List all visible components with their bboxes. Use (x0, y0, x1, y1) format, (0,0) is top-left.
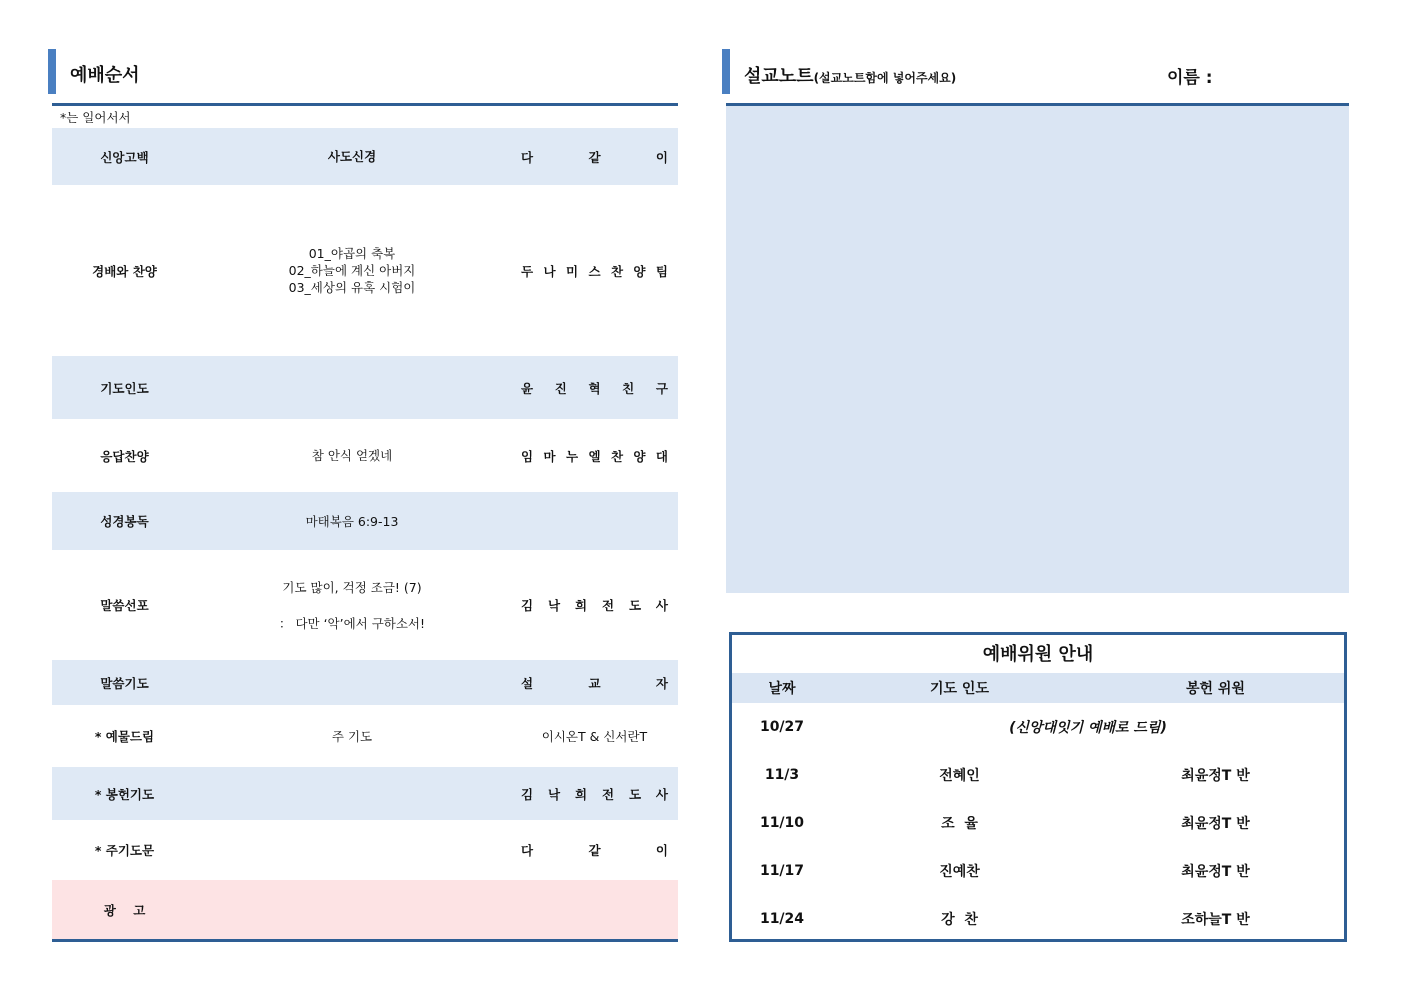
content-line: 03_세상의 유혹 시험이 (288, 280, 416, 295)
leader-char: 대 (655, 448, 668, 464)
standing-note: *는 일어서서 (60, 110, 131, 125)
order-item-leader (507, 447, 678, 465)
sermon-note-label: 설교노트 (744, 66, 814, 87)
right-title-accent-bar (722, 49, 730, 94)
order-row (52, 356, 678, 419)
worship-staff-announcement (729, 632, 1347, 942)
order-item-leader (507, 785, 678, 803)
announcement-title: 예배위원 안내 (732, 635, 1344, 674)
row-date: 11/10 (759, 815, 805, 831)
header-offering: 봉헌 위원 (1186, 681, 1245, 697)
name-label: 이름 : (1167, 68, 1213, 88)
leader-char: 윤 (521, 380, 534, 396)
order-item-content (197, 148, 507, 165)
leader-char: 엘 (588, 448, 601, 464)
leader-char: 누 (565, 448, 579, 464)
leader-char: 사 (655, 598, 668, 613)
row-merged-note: (신앙대잇기 예배로 드림) (1009, 720, 1167, 736)
content-line: 02_하늘에 계신 아버지 (288, 263, 416, 278)
row-date: 11/3 (764, 767, 800, 783)
order-row (52, 767, 678, 820)
order-item-content (197, 728, 507, 745)
order-item-name: 말씀선포 (100, 598, 149, 613)
leader-char: 희 (574, 786, 588, 802)
announcement-row (732, 897, 1344, 941)
order-item-leader (507, 841, 678, 859)
order-row (52, 550, 678, 660)
left-title-rule (52, 103, 678, 106)
announcement-row (732, 801, 1344, 845)
row-prayer: 전혜인 (939, 768, 980, 784)
leader-char: 교 (588, 675, 601, 691)
sermon-note-area[interactable] (726, 106, 1349, 593)
leader-char: 이 (655, 149, 668, 165)
row-date: 11/17 (759, 863, 805, 879)
leader-char: 전 (601, 786, 615, 802)
content-line: 참 안식 얻겠네 (311, 448, 393, 463)
leader-char: 마 (543, 448, 556, 464)
left-title-accent-bar (48, 49, 56, 94)
order-row (52, 880, 678, 939)
announcement-row (732, 753, 1344, 797)
row-offering: 최윤정T 반 (1181, 864, 1250, 880)
content-line: 01_야곱의 축복 (308, 246, 396, 261)
order-item-leader (507, 262, 678, 280)
row-prayer: 강 찬 (941, 912, 978, 928)
order-item-name: 광 고 (103, 902, 146, 918)
content-line (197, 597, 507, 614)
leader-char: 김 (521, 786, 534, 802)
worship-order-title: 예배순서 (70, 65, 140, 86)
leader-char: 전 (601, 598, 615, 613)
order-item-name: * 예물드림 (94, 729, 155, 744)
row-date: 10/27 (759, 719, 805, 735)
order-item-leader (507, 596, 678, 614)
leader-char: 다 (521, 843, 534, 858)
order-item-leader (507, 379, 678, 397)
content-line: 사도신경 (327, 149, 377, 164)
row-date: 11/24 (759, 911, 805, 927)
content-line: ： 다만 ‘악’에서 구하소서! (278, 615, 426, 631)
leader-char: 도 (628, 786, 642, 802)
leader-char: 두 (521, 263, 534, 279)
leader-char: 진 (554, 380, 567, 396)
row-prayer: 조 율 (941, 816, 978, 832)
leader-char: 다 (521, 149, 534, 165)
leader-char: 이 (655, 843, 668, 858)
leader-char: 양 (633, 448, 646, 464)
content-line: 기도 많이, 걱정 조금! (7) (282, 579, 422, 595)
leader-char: 설 (521, 675, 534, 691)
leader-char: 같 (588, 843, 601, 858)
leader-char: 사 (655, 786, 668, 802)
order-item-name: 응답찬양 (100, 448, 149, 464)
leader-char: 나 (543, 263, 556, 279)
order-row (52, 660, 678, 705)
order-item-content (197, 578, 507, 633)
leader-char: 같 (588, 149, 601, 165)
order-item-name: * 봉헌기도 (94, 786, 155, 802)
header-date: 날짜 (768, 681, 796, 697)
order-row (52, 185, 678, 356)
leader-char: 친 (622, 380, 635, 396)
leader-char: 양 (633, 263, 646, 279)
order-item-leader (507, 148, 678, 166)
order-item-leader: 이시온T & 신서란T (541, 729, 648, 744)
leader-char: 낙 (547, 786, 561, 802)
leader-char: 혁 (588, 380, 601, 396)
order-row (52, 492, 678, 550)
order-item-name: 경배와 찬양 (92, 263, 157, 279)
leader-char: 희 (574, 598, 588, 613)
order-item-content (197, 447, 507, 464)
content-line: 마태복음 6:9-13 (305, 513, 399, 529)
row-offering: 최윤정T 반 (1181, 768, 1250, 784)
announcement-row (732, 705, 1344, 749)
leader-char: 스 (588, 263, 601, 279)
leader-char: 임 (521, 448, 534, 464)
left-bottom-rule (52, 939, 678, 942)
row-offering: 최윤정T 반 (1181, 816, 1250, 832)
order-item-name: 성경봉독 (100, 514, 149, 529)
order-item-name: 신앙고백 (100, 149, 149, 165)
leader-char: 자 (655, 675, 668, 691)
leader-char: 도 (628, 598, 642, 613)
content-line: 주 기도 (331, 728, 373, 744)
leader-char: 미 (565, 263, 579, 279)
header-prayer: 기도 인도 (930, 681, 989, 697)
order-row (52, 820, 678, 880)
row-offering: 조하늘T 반 (1181, 912, 1250, 928)
order-item-content (197, 513, 507, 530)
order-item-name: 기도인도 (100, 380, 149, 396)
order-row (52, 705, 678, 767)
sermon-note-title (744, 62, 956, 88)
sermon-note-subtitle: (설교노트함에 넣어주세요) (813, 71, 957, 85)
order-item-content (197, 245, 507, 296)
leader-char: 팀 (655, 263, 668, 279)
order-row (52, 128, 678, 185)
leader-char: 김 (521, 598, 534, 613)
leader-char: 찬 (610, 448, 624, 464)
announcement-row (732, 849, 1344, 893)
order-item-name: 말씀기도 (100, 675, 149, 691)
leader-char: 낙 (547, 598, 561, 613)
row-prayer: 진예찬 (939, 864, 980, 880)
leader-char: 찬 (610, 263, 624, 279)
order-item-name: * 주기도문 (94, 843, 155, 858)
order-row (52, 419, 678, 492)
leader-char: 구 (655, 380, 668, 396)
announcement-header-row (732, 673, 1344, 703)
order-item-leader (507, 674, 678, 692)
